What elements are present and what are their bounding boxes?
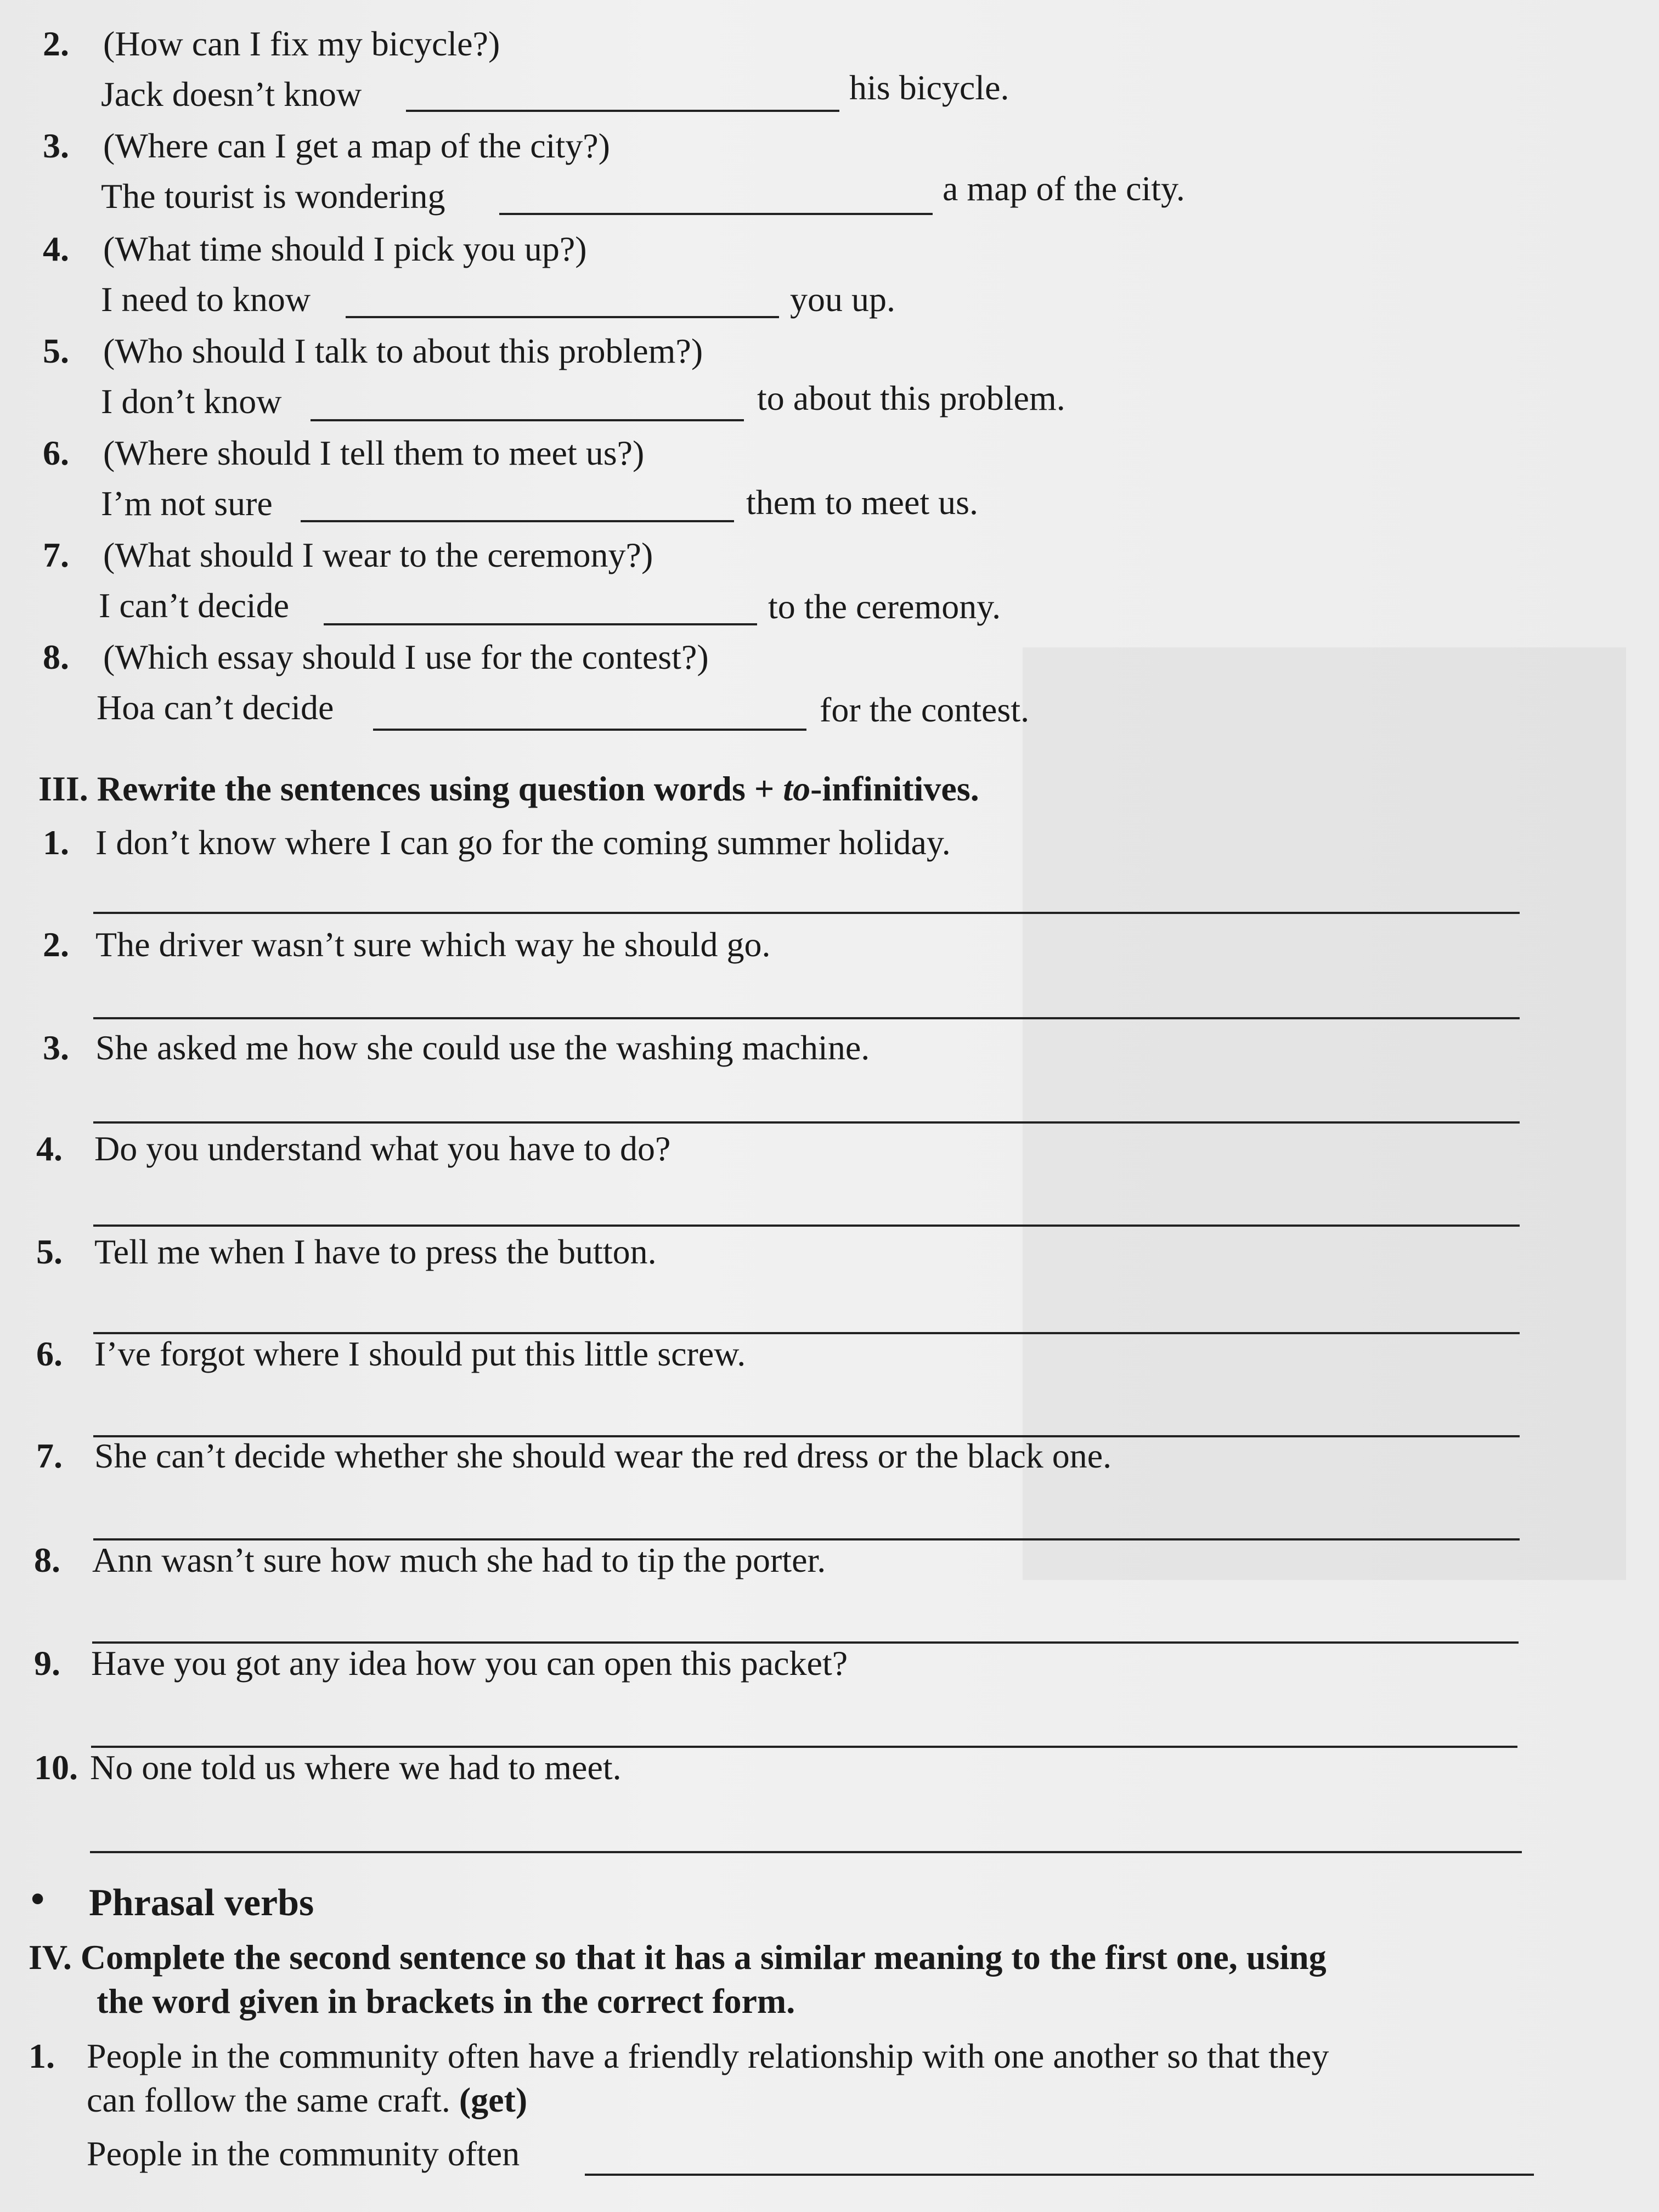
part3-item: 3. She asked me how she could use the washing machine. (43, 1028, 870, 1067)
part2-item-before: I need to know (101, 280, 311, 319)
part2-item-after: to about this problem. (757, 379, 1065, 417)
part4-answer-line[interactable] (585, 2174, 1534, 2176)
part2-item-after: them to meet us. (746, 483, 979, 522)
part2-item-before: Jack doesn’t know (101, 75, 362, 114)
part4-heading-line: IV. Complete the second sentence so that it has a similar meaning to the first one, using (29, 1938, 1327, 1977)
answer-blank[interactable] (373, 729, 806, 731)
part2-item-before: I’m not sure (101, 484, 273, 523)
bleed-through-shadow (1023, 647, 1626, 1580)
answer-blank[interactable] (346, 316, 779, 318)
part3-item: 5. Tell me when I have to press the button. (36, 1232, 657, 1271)
part4-item-line2: can follow the same craft. (get) (87, 2080, 528, 2119)
rewrite-answer-line[interactable] (90, 1851, 1522, 1853)
part2-item-question: 7. (What should I wear to the ceremony?) (43, 535, 653, 574)
answer-blank[interactable] (499, 213, 933, 215)
answer-blank[interactable] (324, 623, 757, 625)
section-title: Phrasal verbs (89, 1882, 314, 1924)
part2-item-after: a map of the city. (943, 169, 1185, 208)
part2-item-before: The tourist is wondering (101, 177, 445, 216)
part3-item: 6. I’ve forgot where I should put this little screw. (36, 1334, 746, 1373)
part3-item: 9. Have you got any idea how you can open this packet? (34, 1644, 848, 1683)
rewrite-answer-line[interactable] (93, 1017, 1520, 1019)
part2-item-question: 8. (Which essay should I use for the contest?) (43, 637, 709, 676)
part2-item-before: Hoa can’t decide (97, 688, 334, 727)
part4-heading (29, 1936, 1327, 2023)
part2-item-question: 4. (What time should I pick you up?) (43, 229, 587, 268)
bullet-icon: • (31, 1877, 45, 1921)
rewrite-answer-line[interactable] (93, 1121, 1520, 1124)
answer-blank[interactable] (301, 520, 734, 522)
part3-item: 7. She can’t decide whether she should wear the red dress or the black one. (36, 1436, 1112, 1475)
rewrite-answer-line[interactable] (93, 1224, 1520, 1227)
part3-item: 8. Ann wasn’t sure how much she had to tip the porter. (34, 1541, 826, 1579)
part2-item-before: I can’t decide (99, 586, 290, 625)
part2-item-question: 2. (How can I fix my bicycle?) (43, 24, 500, 63)
part3-item: 1. I don’t know where I can go for the coming summer holiday. (43, 823, 951, 862)
answer-blank[interactable] (311, 419, 744, 421)
part3-item: 4. Do you understand what you have to do? (36, 1129, 671, 1168)
part3-item: 10. No one told us where we had to meet. (34, 1748, 622, 1787)
part2-item-after: for the contest. (820, 690, 1030, 729)
part2-item-after: to the ceremony. (768, 587, 1001, 626)
part4-item: 1. People in the community often have a friendly relationship with one another so that they (29, 2036, 1329, 2075)
part2-item-after: you up. (790, 280, 895, 319)
rewrite-answer-line[interactable] (93, 912, 1520, 914)
part4-heading-line: the word given in brackets in the correct form. (97, 1982, 795, 2021)
part2-item-before: I don’t know (101, 382, 282, 421)
part3-heading: III. Rewrite the sentences using question words + to-infinitives. (38, 769, 979, 808)
part4-answer-prefix: People in the community often (87, 2134, 520, 2173)
part3-item: 2. The driver wasn’t sure which way he should go. (43, 925, 771, 964)
answer-blank[interactable] (406, 110, 839, 112)
part2-item-question: 6. (Where should I tell them to meet us?) (43, 433, 645, 472)
part2-item-after: his bicycle. (849, 68, 1009, 107)
part2-item-question: 5. (Who should I talk to about this problem?) (43, 331, 703, 370)
part2-item-question: 3. (Where can I get a map of the city?) (43, 126, 610, 165)
